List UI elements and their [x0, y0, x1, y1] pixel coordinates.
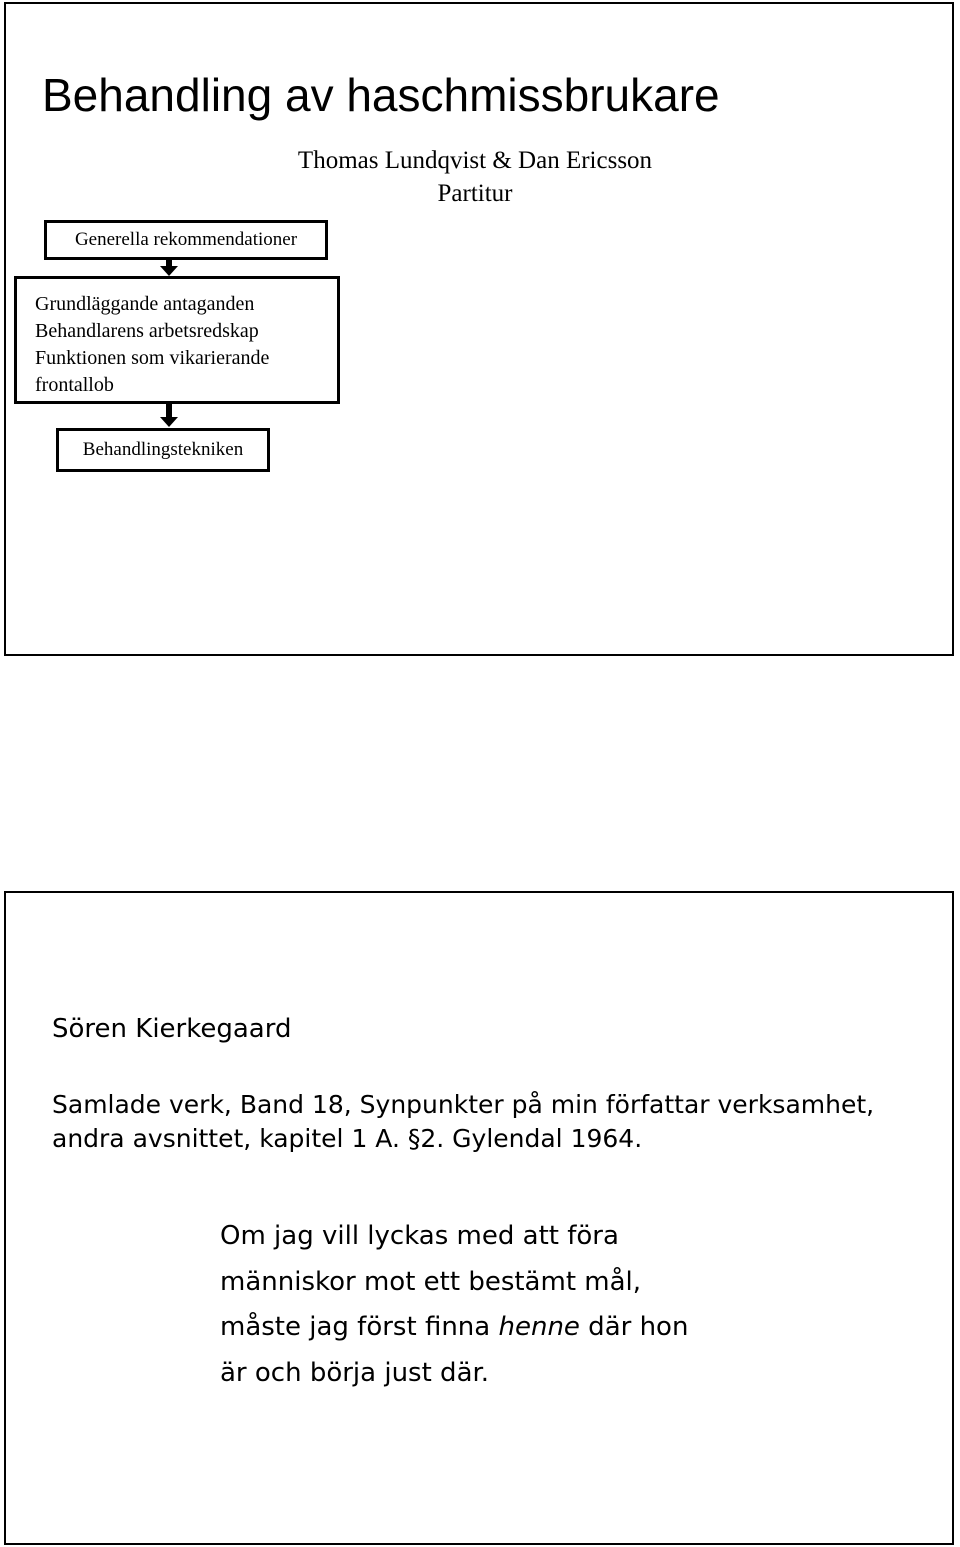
- quote-line: är och börja just där.: [220, 1357, 490, 1388]
- quote-line: Om jag vill lyckas med att föra: [220, 1221, 619, 1251]
- quote-emphasis: henne: [498, 1312, 580, 1342]
- flowchart-box-foundations: [14, 276, 340, 404]
- flowchart-line: Behandlarens arbetsredskap: [35, 320, 259, 342]
- subtitle: Partitur: [437, 180, 513, 207]
- quote-line: människor mot ett bestämt mål,: [220, 1266, 642, 1297]
- flowchart-line: Funktionen som vikarierande: [35, 347, 270, 369]
- quote-text: där hon: [579, 1312, 689, 1342]
- authors-line: Thomas Lundqvist & Dan Ericsson: [297, 147, 653, 174]
- quote-block: [220, 1214, 688, 1396]
- flowchart-box-treatment-technique: Behandlingstekniken: [56, 428, 270, 472]
- quote-line: [220, 1305, 688, 1351]
- flowchart-line: frontallob: [35, 374, 114, 396]
- source-line: andra avsnittet, kapitel 1 A. §2. Gylendal 1964.: [52, 1124, 643, 1153]
- quote-author: Sören Kierkegaard: [52, 1014, 292, 1044]
- page-title: Behandling av haschmissbrukare: [42, 69, 720, 121]
- source-reference: [52, 1088, 874, 1156]
- source-line: Samlade verk, Band 18, Synpunkter på min författar verksamhet,: [52, 1090, 875, 1119]
- quote-text: måste jag först finna: [220, 1312, 499, 1342]
- flowchart-box-general-recommendations: Generella rekommendationer: [44, 220, 328, 260]
- flowchart-line: Grundläggande antaganden: [35, 293, 255, 315]
